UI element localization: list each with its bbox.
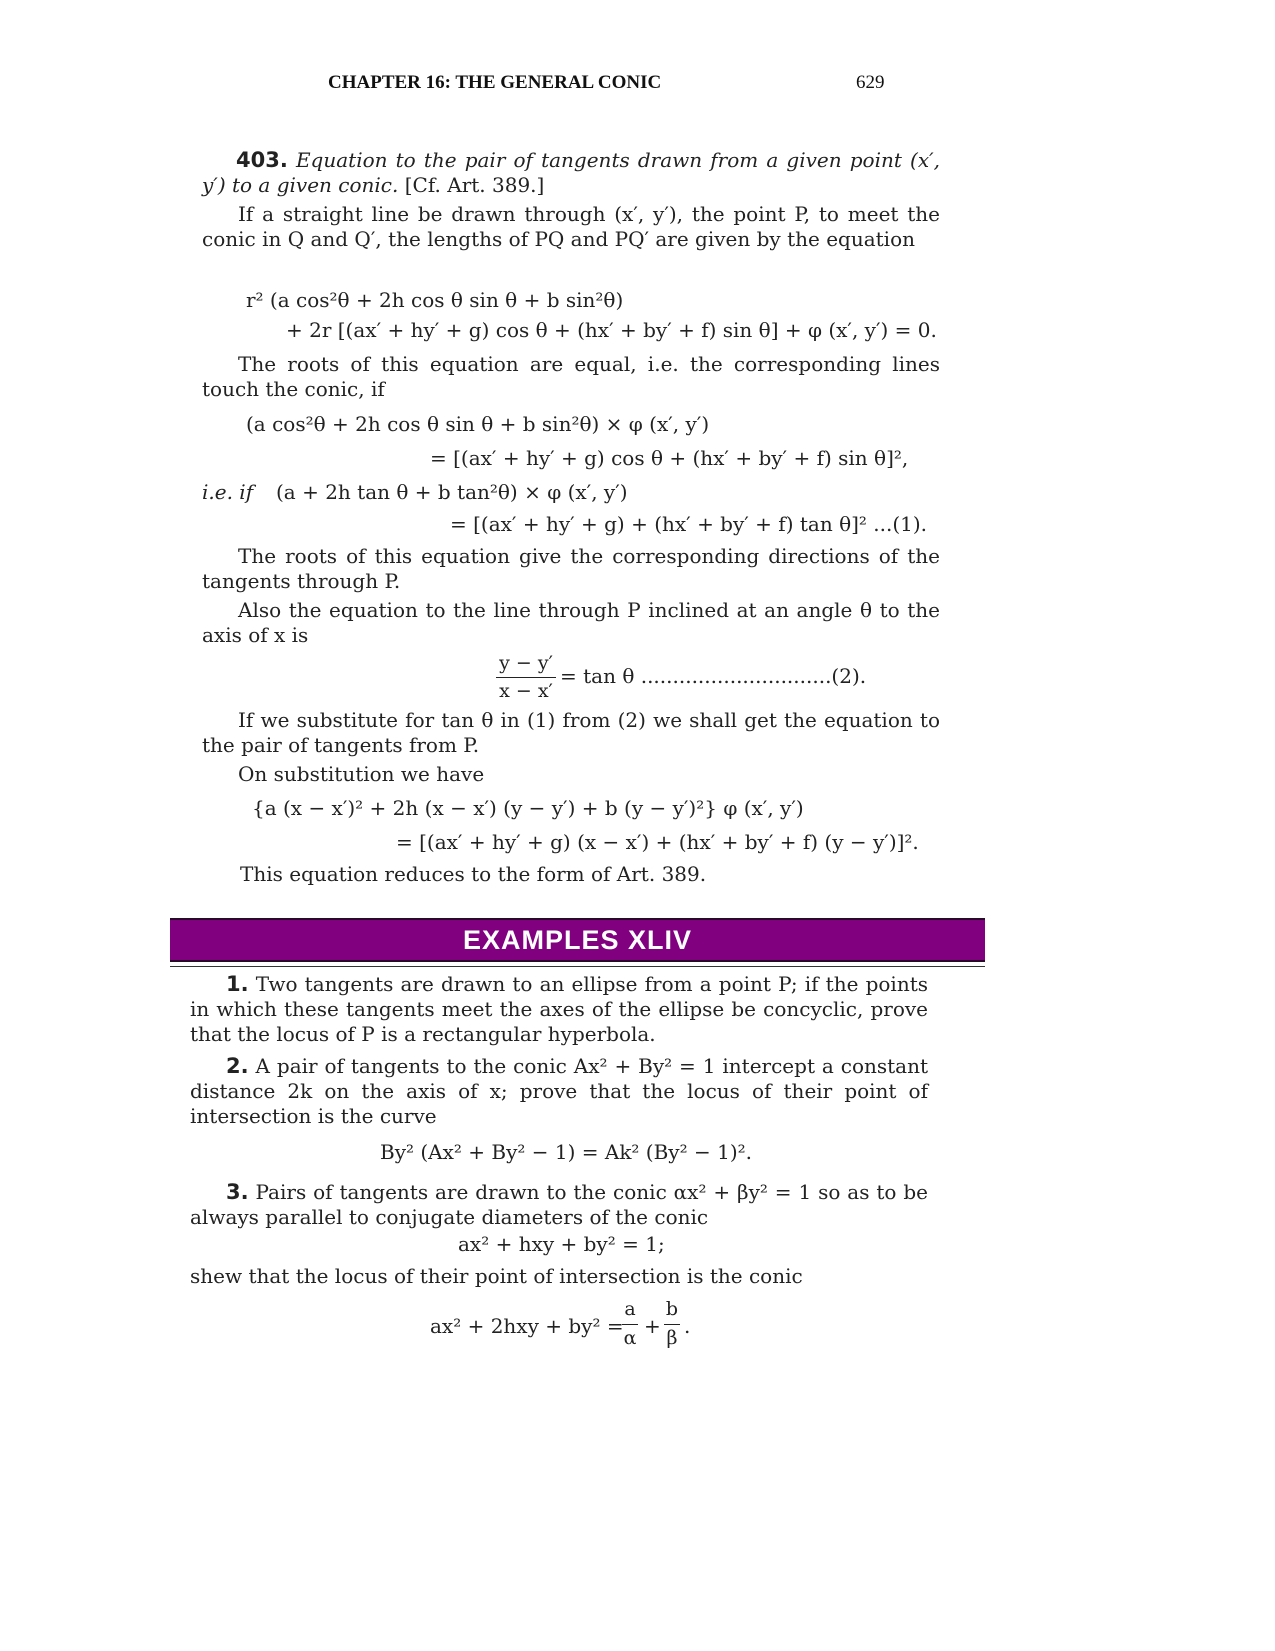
fraction-bar — [664, 1324, 680, 1325]
equation-line: By² (Ax² + By² − 1) = Ak² (By² − 1)². — [380, 1140, 753, 1164]
equation-prefix: i.e. if — [202, 480, 254, 504]
equation-line: (a + 2h tan θ + b tan²θ) × φ (x′, y′) — [276, 480, 628, 504]
example-number: 2. — [226, 1054, 249, 1078]
paragraph: On substitution we have — [238, 762, 485, 786]
paragraph: shew that the locus of their point of intersection is the conic — [190, 1264, 803, 1288]
article-number: 403. — [236, 148, 288, 172]
example-text: Two tangents are drawn to an ellipse from a point P; if the points in which these tangents meet the axes of the ellipse be concyclic, prove that the locus of P is a rectangular hyperbola. — [190, 972, 929, 1046]
paragraph: Also the equation to the line through P inclined at an angle θ to the axis of x is — [202, 598, 940, 647]
equation-line: ax² + hxy + by² = 1; — [458, 1232, 665, 1256]
paragraph: The roots of this equation are equal, i.e. the corresponding lines touch the conic, if — [202, 352, 940, 401]
fraction-numerator: b — [665, 1298, 679, 1320]
article-reference: [Cf. Art. 389.] — [404, 173, 545, 197]
paragraph: This equation reduces to the form of Art. 389. — [240, 862, 707, 886]
example-text: Pairs of tangents are drawn to the conic αx² + βy² = 1 so as to be always parallel to conjugate diameters of the conic — [190, 1180, 928, 1229]
example-item — [190, 1180, 928, 1230]
equation-line: = tan θ ..............................(2). — [560, 664, 867, 688]
divider — [170, 966, 985, 967]
example-text: A pair of tangents to the conic Ax² + By² = 1 intercept a constant distance 2k on the axis of x; prove that the locus of their point of intersection is the curve — [190, 1054, 929, 1128]
example-item — [190, 972, 928, 1047]
examples-banner-title: EXAMPLES XLIV — [462, 925, 693, 955]
equation-lhs: ax² + 2hxy + by² = — [430, 1314, 624, 1338]
example-number: 1. — [226, 972, 249, 996]
equation-line: + 2r [(ax′ + hy′ + g) cos θ + (hx′ + by′ + f) sin θ] + φ (x′, y′) = 0. — [286, 318, 937, 342]
page-number: 629 — [856, 72, 885, 93]
equation-line: = [(ax′ + hy′ + g) + (hx′ + by′ + f) tan θ]² ...(1). — [450, 512, 928, 536]
equation-line: = [(ax′ + hy′ + g) cos θ + (hx′ + by′ + f) sin θ]², — [430, 446, 909, 470]
paragraph: The roots of this equation give the corresponding directions of the tangents through P. — [202, 544, 940, 593]
equation-line: {a (x − x′)² + 2h (x − x′) (y − y′) + b (y − y′)²} φ (x′, y′) — [252, 796, 804, 820]
equation-line: (a cos²θ + 2h cos θ sin θ + b sin²θ) × φ (x′, y′) — [246, 412, 710, 436]
paragraph: If we substitute for tan θ in (1) from (2) we shall get the equation to the pair of tangents from P. — [202, 708, 940, 757]
article-title: Equation to the pair of tangents drawn from a given point (x′, y′) to a given conic. — [202, 148, 940, 197]
equation-line: = [(ax′ + hy′ + g) (x − x′) + (hx′ + by′ + f) (y − y′)]². — [396, 830, 919, 854]
fraction-numerator: y − y′ — [499, 652, 553, 674]
running-header: CHAPTER 16: THE GENERAL CONIC — [328, 72, 662, 93]
fraction-denominator: x − x′ — [499, 680, 553, 702]
plus-sign: + — [644, 1314, 661, 1338]
example-item — [190, 1054, 928, 1129]
paragraph: If a straight line be drawn through (x′, y′), the point P, to meet the conic in Q and Q′, the lengths of PQ and PQ′ are given by the equation — [202, 202, 940, 251]
equation-line: r² (a cos²θ + 2h cos θ sin θ + b sin²θ) — [246, 288, 624, 312]
equation-end: . — [684, 1314, 691, 1338]
fraction-bar — [622, 1324, 638, 1325]
fraction-denominator: α — [623, 1327, 637, 1349]
fraction-bar — [496, 677, 556, 678]
fraction-denominator: β — [666, 1327, 678, 1349]
fraction-numerator: a — [624, 1298, 636, 1320]
example-number: 3. — [226, 1180, 249, 1204]
examples-banner — [170, 918, 985, 962]
article-heading — [202, 148, 940, 198]
